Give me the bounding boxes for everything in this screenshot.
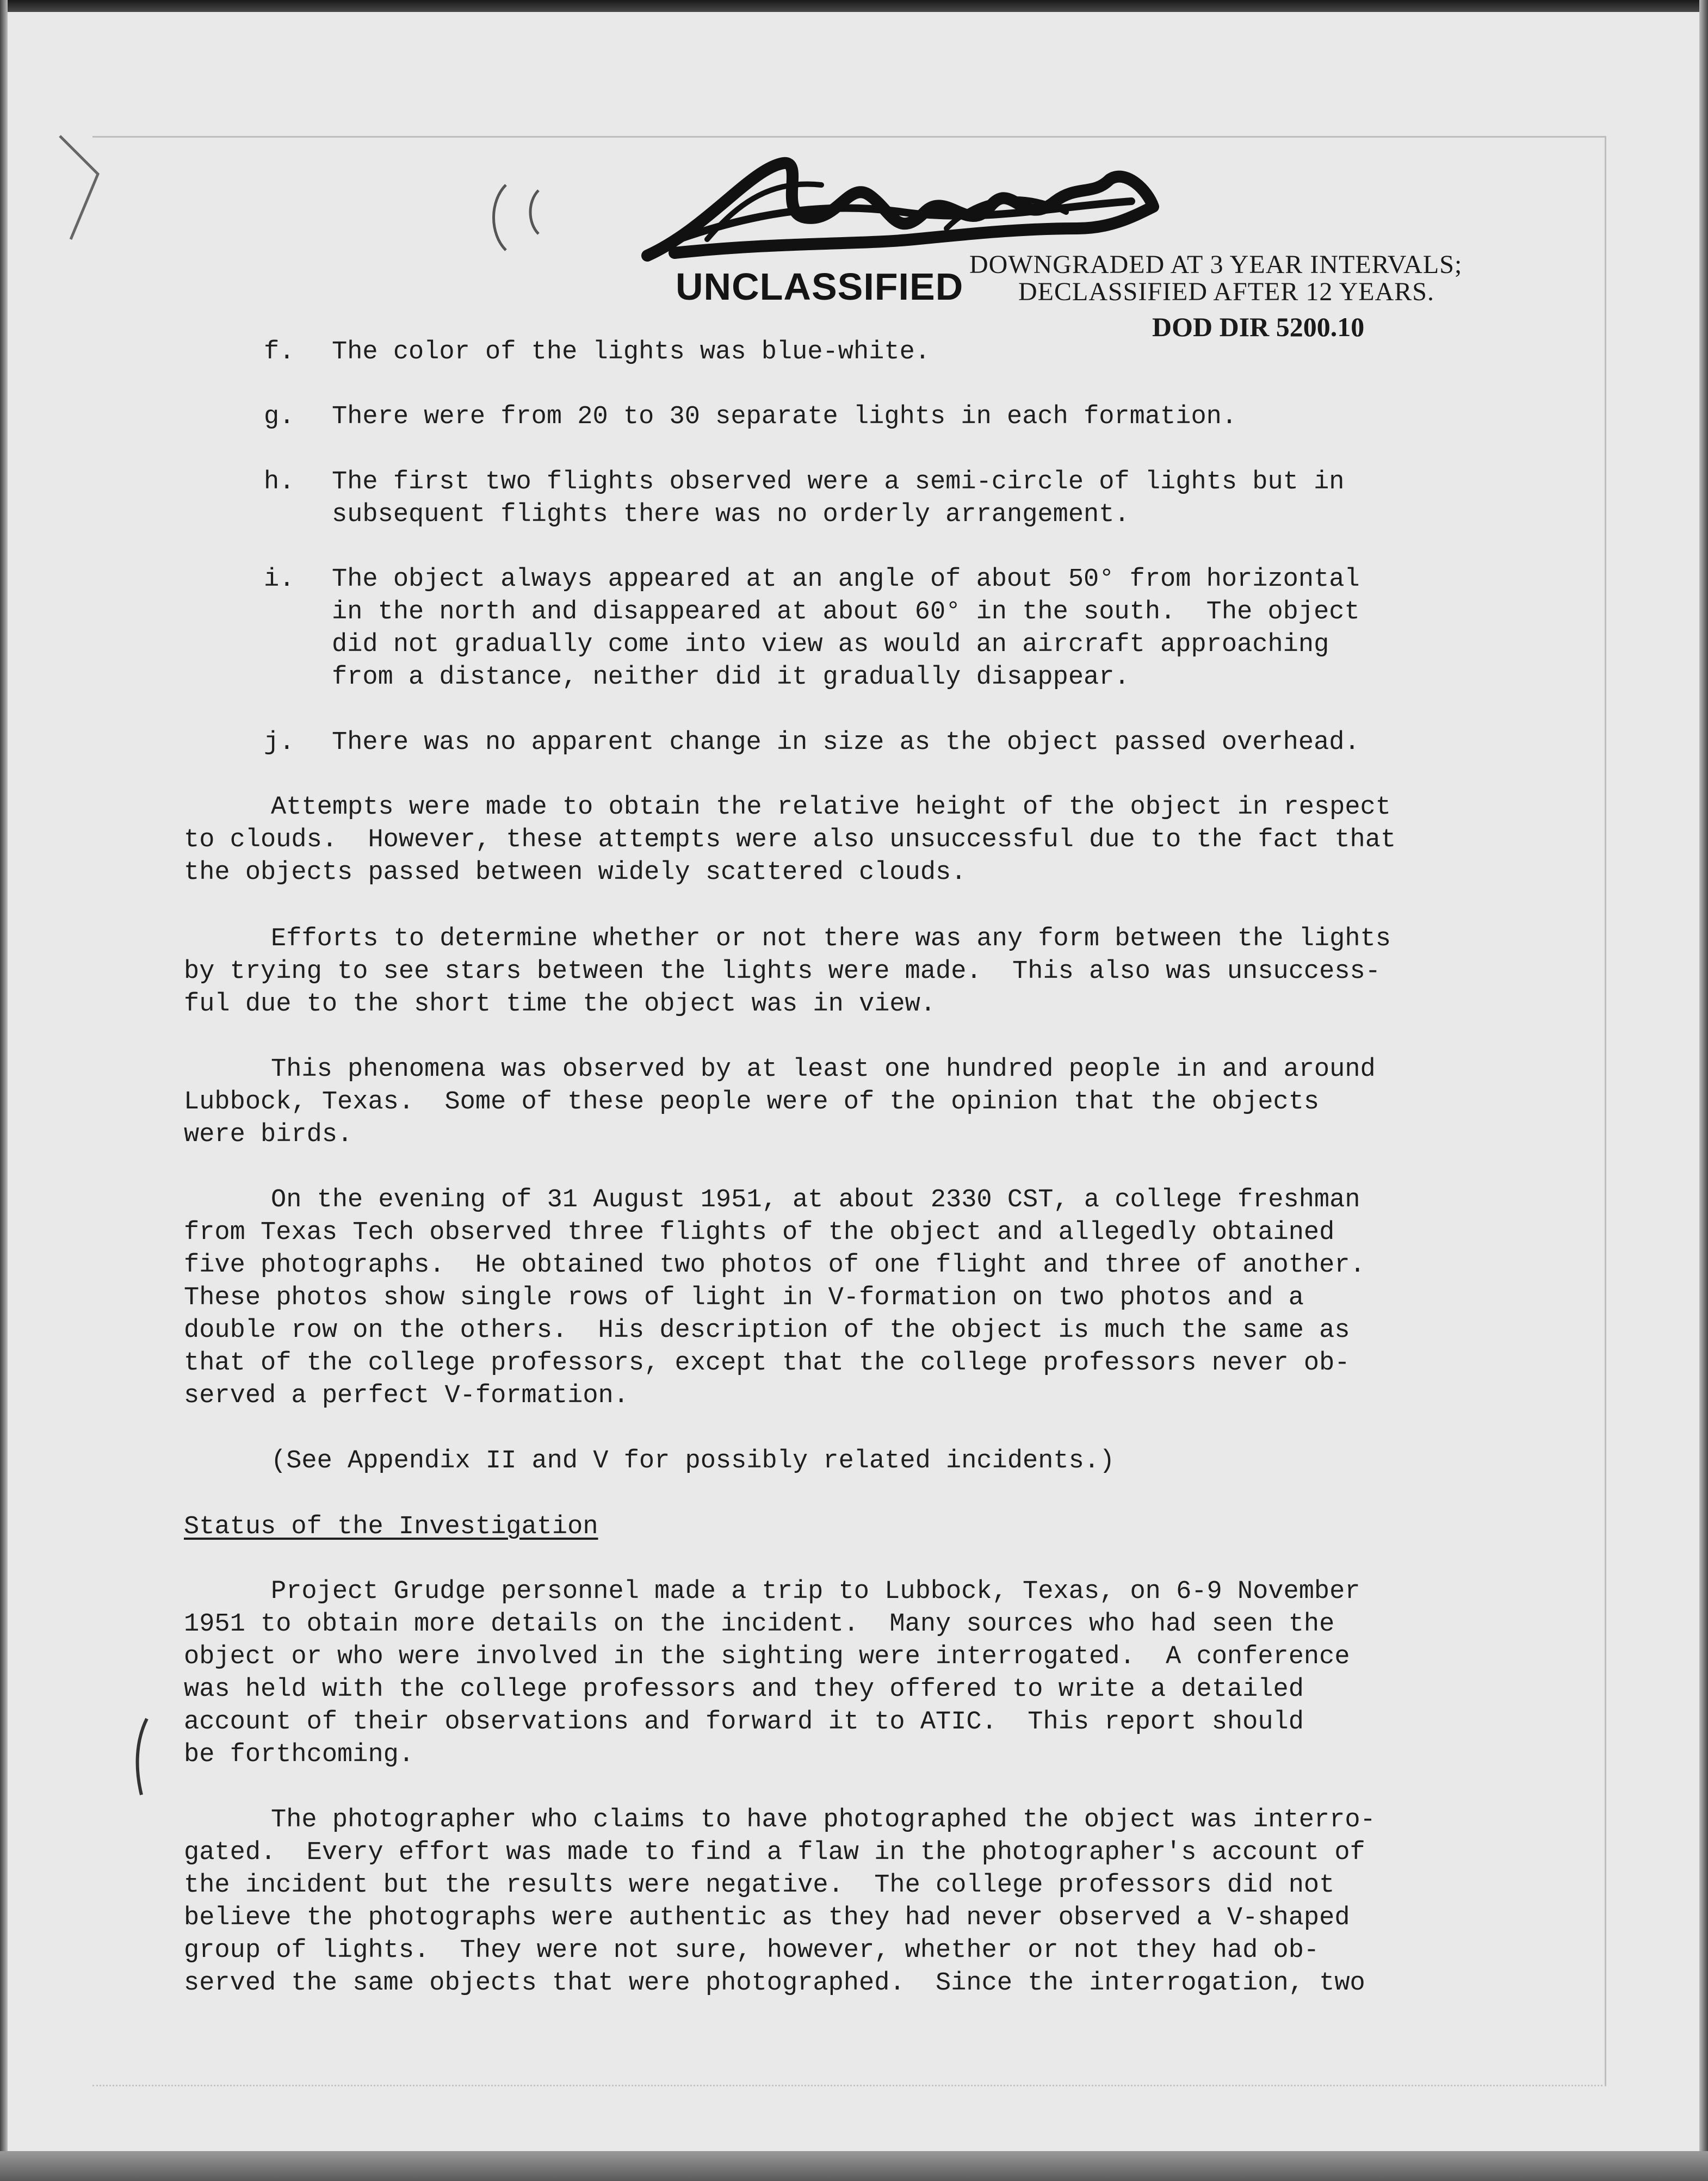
text-line: the incident but the results were negative. The college professors did not (184, 1871, 1335, 1900)
pencil-mark-parentheses (479, 179, 560, 256)
text-line: Project Grudge personnel made a trip to Lubbock, Texas, on 6-9 November (271, 1577, 1360, 1606)
text-line: Lubbock, Texas. Some of these people were of the opinion that the objects (184, 1088, 1320, 1117)
list-text: There was no apparent change in size as the object passed overhead. (332, 728, 1360, 757)
list-text: The first two flights observed were a semi-circle of lights but in subsequent flights there was no orderly arrangement. (332, 468, 1345, 529)
scan-edge-bottom (0, 2151, 1708, 2181)
text-line: to clouds. However, these attempts were also unsuccessful due to the fact that (184, 826, 1396, 854)
list-text: There were from 20 to 30 separate lights in each formation. (332, 402, 1237, 431)
text-line: 1951 to obtain more details on the incident. Many sources who had seen the (184, 1610, 1335, 1639)
paragraph-relative-height (184, 791, 1396, 889)
list-marker: j. (264, 728, 295, 757)
scan-edge-right (1699, 0, 1708, 2181)
list-marker: f. (264, 338, 295, 367)
scan-edge-left (0, 0, 8, 2181)
paragraph-photographs (184, 1184, 1365, 1412)
text-line: These photos show single rows of light in V-formation on two photos and a (184, 1284, 1304, 1312)
text-line: that of the college professors, except that the college professors never ob- (184, 1349, 1350, 1378)
text-line: double row on the others. His description of the object is much the same as (184, 1316, 1350, 1345)
text-line: by trying to see stars between the lights were made. This also was unsuccess- (184, 957, 1381, 986)
text-line: gated. Every effort was made to find a flaw in the photographer's account of (184, 1838, 1365, 1867)
list-text: The color of the lights was blue-white. (332, 338, 930, 367)
text-line: object or who were involved in the sighting were interrogated. A conference (184, 1643, 1350, 1671)
paragraph-photographer-interrogation (184, 1804, 1376, 2000)
text-line: (See Appendix II and V for possibly related incidents.) (271, 1447, 1115, 1476)
text-line: Efforts to determine whether or not there was any form between the lights (271, 925, 1391, 953)
text-line: This phenomena was observed by at least one hundred people in and around (271, 1055, 1376, 1084)
paragraph-observers (184, 1054, 1376, 1151)
paragraph-appendix-reference (184, 1445, 1115, 1478)
scan-edge-top (0, 0, 1708, 12)
downgrade-line-1: DOWNGRADED AT 3 YEAR INTERVALS; (969, 250, 1463, 279)
text-line: The photographer who claims to have photographed the object was interro- (271, 1806, 1376, 1835)
text-line: group of lights. They were not sure, however, whether or not they had ob- (184, 1936, 1320, 1965)
downgrade-stamp (969, 251, 1462, 306)
paragraph-form-between-lights (184, 923, 1391, 1021)
list-marker: h. (264, 468, 295, 497)
text-line: On the evening of 31 August 1951, at about 2330 CST, a college freshman (271, 1186, 1360, 1215)
text-line: Attempts were made to obtain the relative height of the object in respect (271, 793, 1391, 822)
text-line: be forthcoming. (184, 1740, 414, 1769)
pencil-mark-margin (125, 1713, 158, 1800)
text-line: believe the photographs were authentic as they had never observed a V-shaped (184, 1904, 1350, 1932)
text-line: served a perfect V-formation. (184, 1381, 629, 1410)
text-line: the objects passed between widely scattered clouds. (184, 858, 967, 887)
list-marker: i. (264, 565, 295, 594)
text-line: served the same objects that were photographed. Since the interrogation, two (184, 1969, 1365, 1998)
text-line: was held with the college professors and they offered to write a detailed (184, 1675, 1304, 1704)
paragraph-project-grudge-trip (184, 1576, 1360, 1771)
text-line: five photographs. He obtained two photos of one flight and three of another. (184, 1251, 1365, 1280)
text-line: were birds. (184, 1120, 353, 1149)
text-line: ful due to the short time the object was in view. (184, 990, 936, 1019)
text-line: account of their observations and forward it to ATIC. This report should (184, 1708, 1304, 1737)
section-heading: Status of the Investigation (184, 1513, 598, 1541)
directive-stamp: DOD DIR 5200.10 (1152, 312, 1365, 342)
unclassified-stamp: UNCLASSIFIED (676, 265, 964, 308)
text-line: from Texas Tech observed three flights of the object and allegedly obtained (184, 1218, 1335, 1247)
downgrade-line-2: DECLASSIFIED AFTER 12 YEARS. (1018, 277, 1434, 306)
list-marker: g. (264, 402, 295, 431)
staple-mark (54, 131, 109, 305)
list-text: The object always appeared at an angle of about 50° from horizontal in the north and disappeared at about 60° in the south. The object did not gradually come into view as would an aircraft approaching from a distance, neither did it gradually disappear. (332, 565, 1360, 692)
